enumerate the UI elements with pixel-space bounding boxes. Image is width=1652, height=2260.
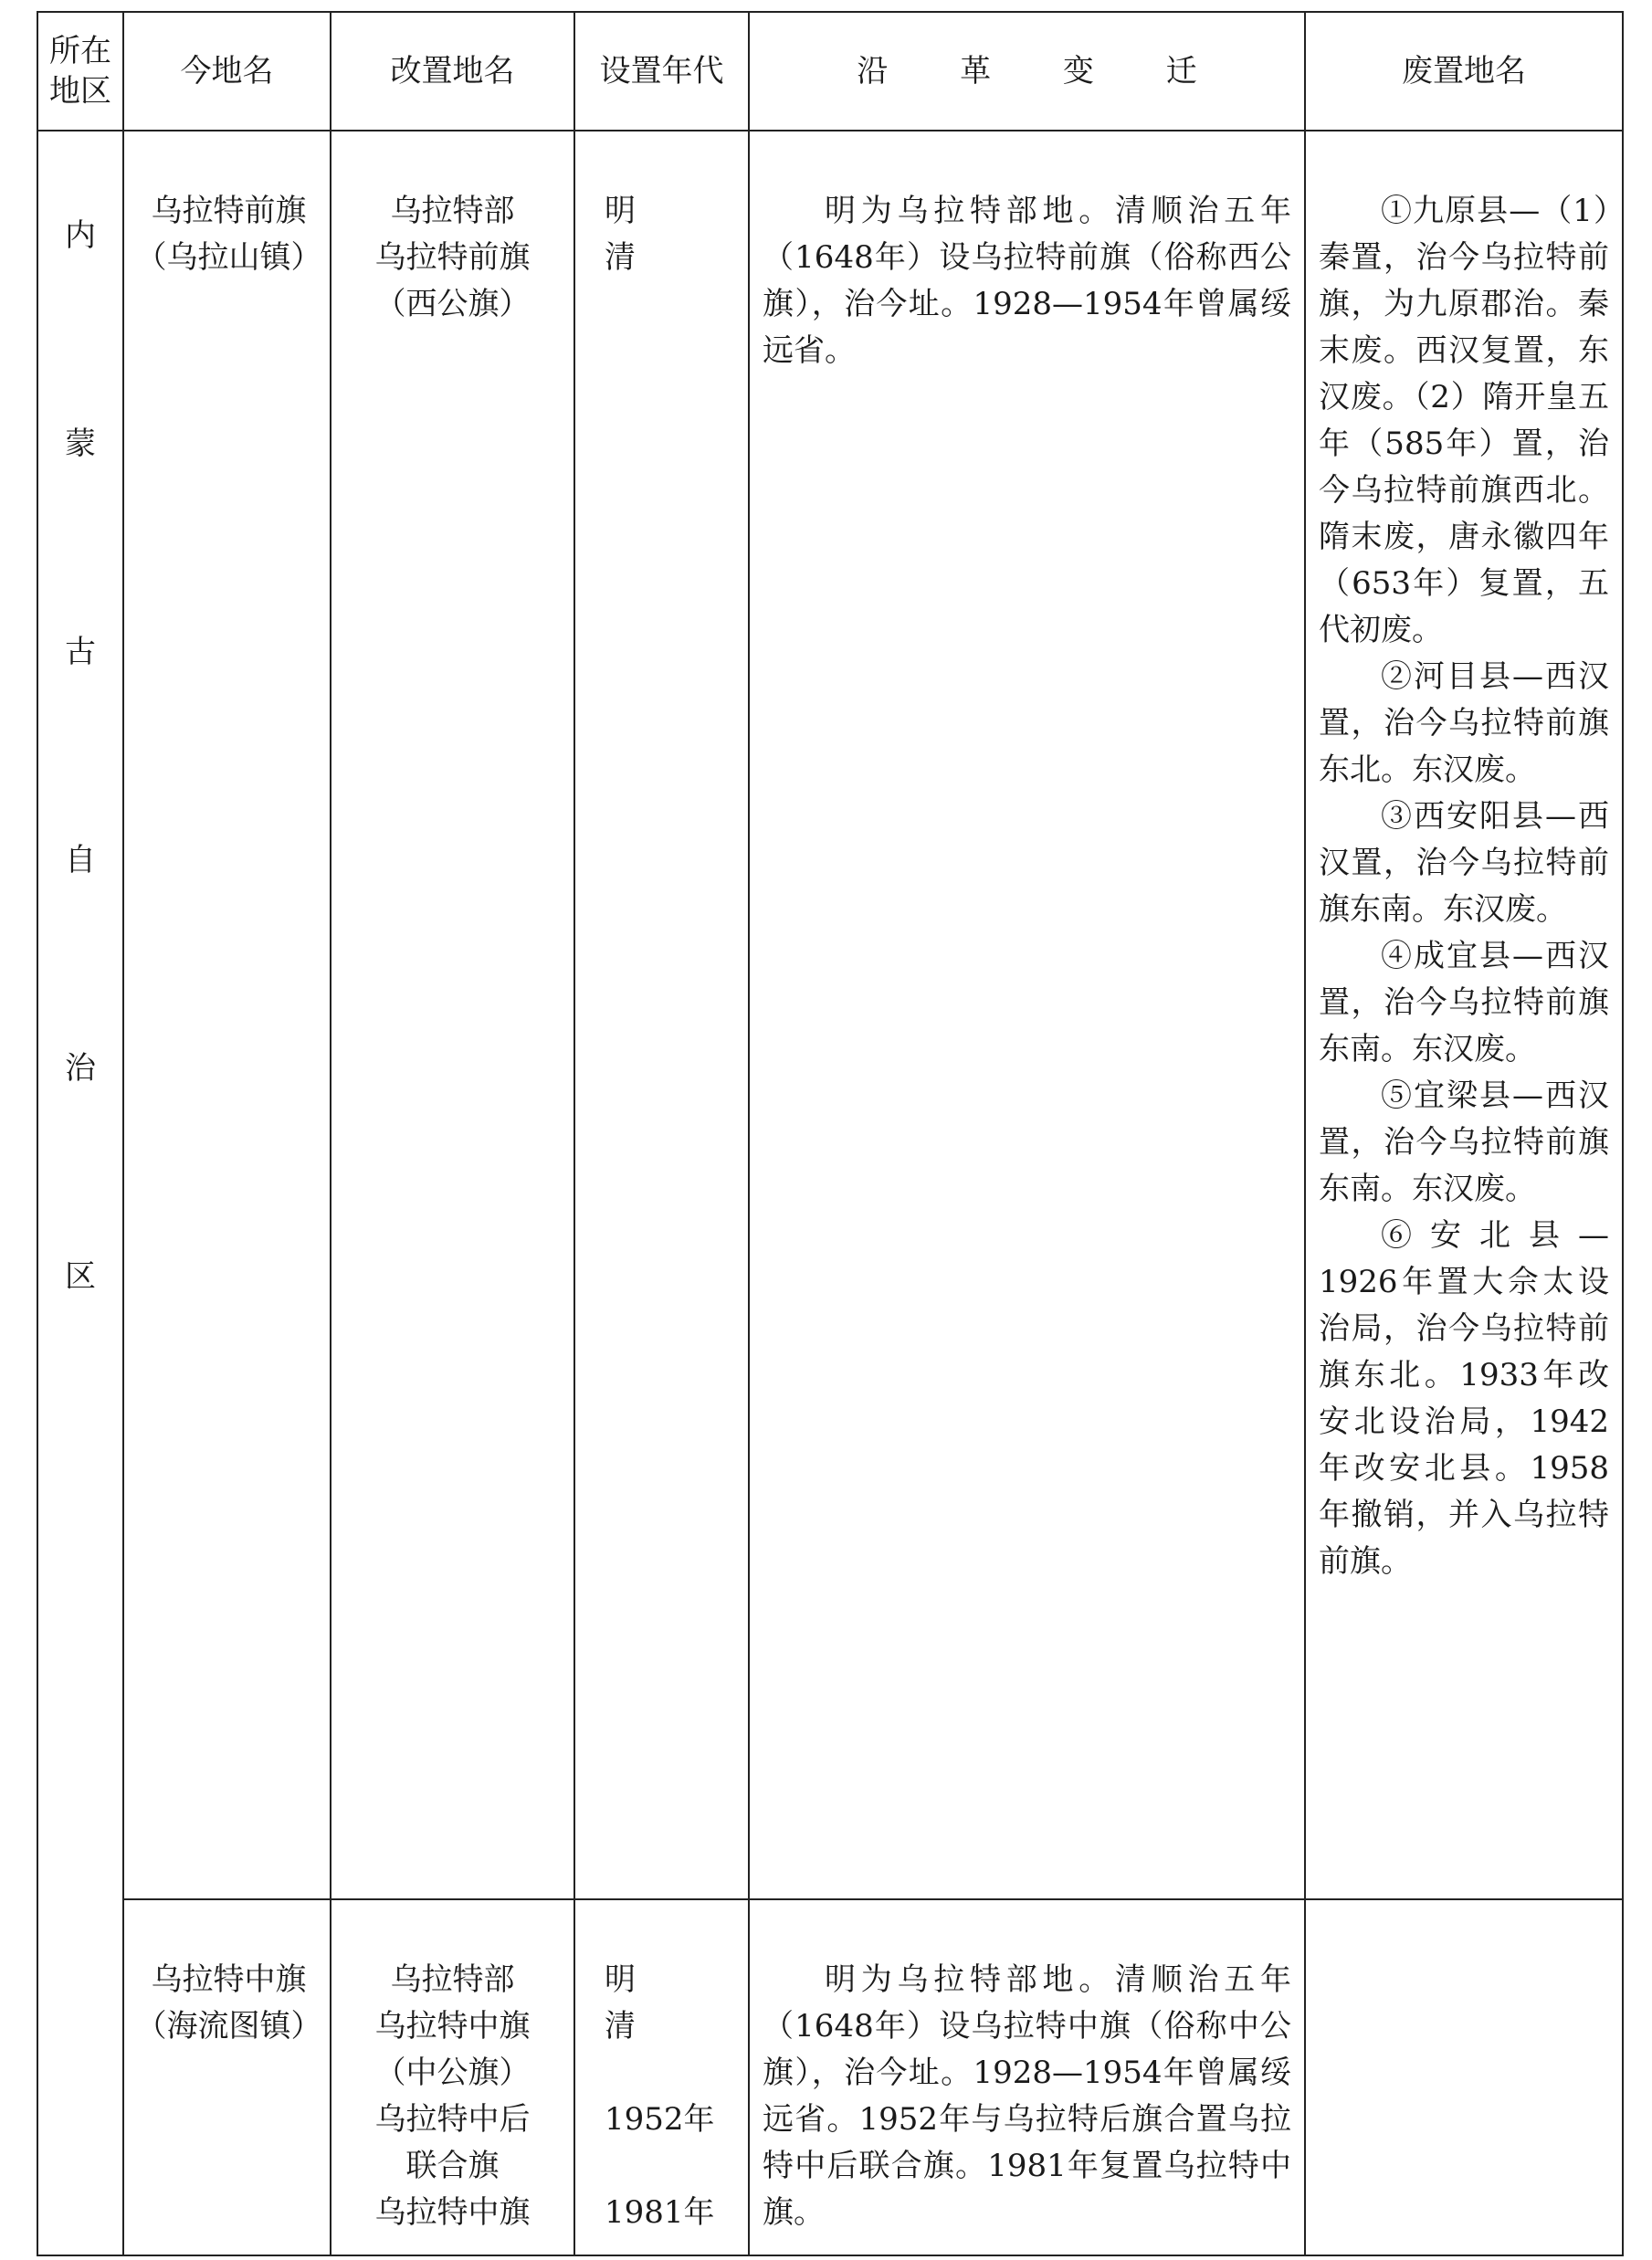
today-name-cell — [123, 1899, 331, 2255]
region-char: 治 — [65, 1050, 96, 1087]
region-cell — [37, 131, 123, 2255]
era-item: 清 — [605, 2008, 636, 2045]
abolished-entry: ⑥安北县—1926年置大佘太设治局，治今乌拉特前旗东北。1933年改安北设治局，1942年改安北县。1958年撤销，并入乌拉特前旗。 — [1319, 1217, 1609, 1580]
era-item: 明 — [605, 1961, 636, 1998]
region-char: 内 — [65, 217, 96, 254]
header-row — [37, 12, 1623, 131]
era-spacer — [605, 2143, 741, 2190]
era-item: 1952年 — [605, 2101, 715, 2138]
abolished-entry: ①九原县—（1）秦置，治今乌拉特前旗，为九原郡治。秦末废。西汉复置，东汉废。（2）隋开皇五年（585年）置，治今乌拉特前旗西北。隋末废，唐永徽四年（653年）复置，五代初废。 — [1319, 193, 1609, 648]
header-abolished: 废置地名 — [1305, 12, 1623, 131]
history-text: 明为乌拉特部地。清顺治五年（1648年）设乌拉特中旗（俗称中公旗），治今址。1928—1954年曾属绥远省。1952年与乌拉特后旗合置乌拉特中后联合旗。1981年复置乌拉特中旗。 — [763, 1961, 1291, 2231]
gazetteer-table — [37, 11, 1624, 2256]
era-item: 清 — [605, 239, 636, 276]
renamed-item: 乌拉特中旗 — [374, 2194, 531, 2231]
today-name: 乌拉特中旗 — [151, 1961, 307, 1998]
abolished-entry: ②河目县—西汉置，治今乌拉特前旗东北。东汉废。 — [1319, 658, 1609, 788]
era-item: 明 — [605, 193, 636, 229]
table-row — [37, 1899, 1623, 2255]
abolished-entry: ③西安阳县—西汉置，治今乌拉特前旗东南。东汉废。 — [1319, 798, 1609, 928]
renamed-item: 乌拉特部 — [390, 193, 515, 229]
table-row — [37, 131, 1623, 1899]
era-cell — [574, 1899, 749, 2255]
abolished-cell — [1305, 1899, 1623, 2255]
renamed-cell — [331, 131, 574, 1899]
abolished-entry: ④成宜县—西汉置，治今乌拉特前旗东南。东汉废。 — [1319, 938, 1609, 1067]
history-cell — [749, 1899, 1305, 2255]
abolished-cell — [1305, 131, 1623, 1899]
header-history: 沿 革 变 迁 — [749, 12, 1305, 131]
history-text: 明为乌拉特部地。清顺治五年（1648年）设乌拉特前旗（俗称西公旗），治今址。1928—1954年曾属绥远省。 — [763, 193, 1291, 369]
header-region: 所在地区 — [37, 12, 123, 131]
era-spacer — [605, 2050, 741, 2097]
era-cell — [574, 131, 749, 1899]
renamed-item: 乌拉特前旗 — [374, 239, 531, 276]
today-seat: （海流图镇） — [135, 2008, 322, 2045]
renamed-item: 乌拉特中后 — [374, 2101, 531, 2138]
today-seat: （乌拉山镇） — [135, 239, 322, 276]
renamed-item: 联合旗 — [405, 2148, 500, 2184]
region-char: 蒙 — [65, 426, 96, 462]
header-renamed: 改置地名 — [331, 12, 574, 131]
header-era: 设置年代 — [574, 12, 749, 131]
renamed-item: （西公旗） — [374, 286, 531, 322]
era-item: 1981年 — [605, 2194, 715, 2231]
region-char: 自 — [65, 842, 96, 878]
history-cell — [749, 131, 1305, 1899]
region-name — [38, 131, 122, 1381]
today-name: 乌拉特前旗 — [151, 193, 307, 229]
region-char: 区 — [65, 1258, 96, 1295]
renamed-cell — [331, 1899, 574, 2255]
region-char: 古 — [65, 634, 96, 670]
renamed-item: 乌拉特部 — [390, 1961, 515, 1998]
renamed-item: （中公旗） — [374, 2055, 531, 2091]
renamed-item: 乌拉特中旗 — [374, 2008, 531, 2045]
header-today-name: 今地名 — [123, 12, 331, 131]
abolished-entry: ⑤宜梁县—西汉置，治今乌拉特前旗东南。东汉废。 — [1319, 1077, 1609, 1207]
today-name-cell — [123, 131, 331, 1899]
